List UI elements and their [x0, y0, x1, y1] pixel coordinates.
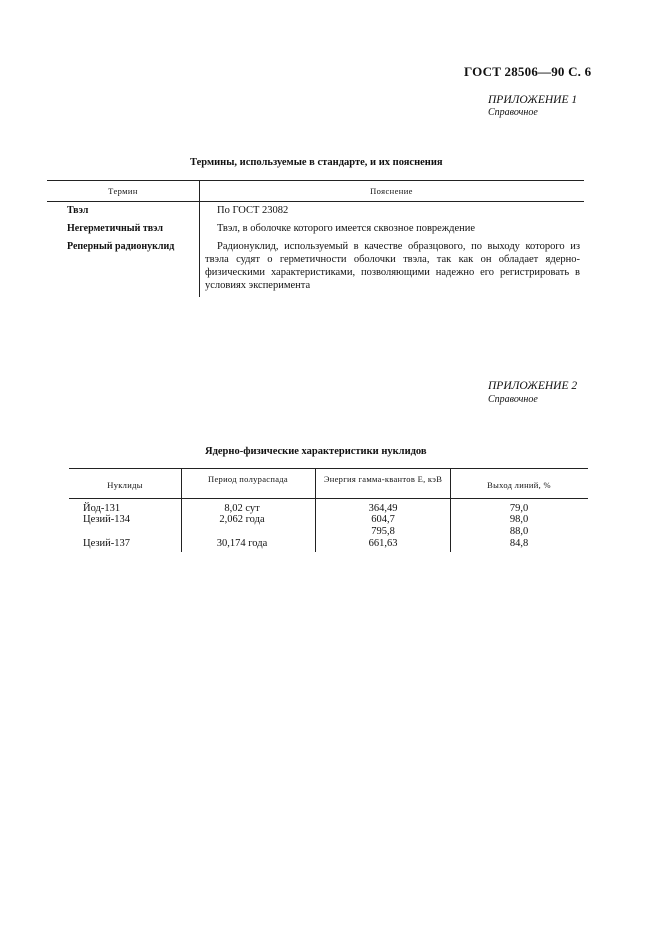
page-header-doc-ref: ГОСТ 28506—90 С. 6	[464, 64, 592, 79]
nuclides-table-caption: Ядерно-физические характеристики нуклидов	[205, 446, 427, 457]
nuclide-cell: Йод-131	[83, 503, 121, 514]
energy-cell: 364,49	[368, 503, 398, 514]
table-divider	[199, 201, 200, 297]
column-header-nuclide: Нуклиды	[107, 480, 143, 490]
appendix-2-title: ПРИЛОЖЕНИЕ 2	[488, 380, 578, 392]
column-header-explanation: Пояснение	[370, 186, 413, 196]
nuclide-cell: Цезий-137	[83, 538, 131, 549]
half-life-cell: 30,174 года	[216, 538, 268, 549]
energy-cell: 661,63	[368, 538, 398, 549]
nuclide-cell: Цезий-134	[83, 514, 131, 525]
half-life-cell: 8,02 сут	[224, 503, 260, 514]
term-cell: Реперный радионуклид	[67, 241, 175, 252]
table-rule	[69, 468, 588, 469]
explanation-text: Твэл, в оболочке которого имеется сквозное повреждение	[217, 223, 476, 234]
column-header-energy: Энергия гамма-квантов E, кэВ	[323, 474, 443, 484]
appendix-1-title: ПРИЛОЖЕНИЕ 1	[488, 94, 578, 106]
appendix-1-subtitle: Справочное	[488, 107, 538, 118]
column-header-half-life: Период полураспада	[208, 474, 288, 484]
table-divider	[315, 468, 316, 552]
yield-cell: 84,8	[509, 538, 529, 549]
explanation-text: По ГОСТ 23082	[217, 205, 289, 216]
appendix-2-subtitle: Справочное	[488, 394, 538, 405]
terms-table-caption: Термины, используемые в стандарте, и их пояснения	[190, 157, 443, 168]
energy-cell: 795,8	[371, 526, 395, 537]
explanation-cell	[205, 204, 580, 217]
explanation-cell	[205, 222, 580, 235]
column-header-yield: Выход линий, %	[487, 480, 551, 490]
explanation-text: Радионуклид, используемый в качестве образцового, по выходу которого из твэла судят о герметичности оболочки твэла, так как он обладает ядерно-физическими характеристиками, позволяющими надежно его регистрировать в условиях эксперимента	[205, 241, 580, 291]
yield-cell: 79,0	[509, 503, 529, 514]
yield-cell: 88,0	[509, 526, 529, 537]
explanation-cell	[205, 240, 580, 292]
energy-cell: 604,7	[371, 514, 395, 525]
half-life-cell: 2,062 года	[219, 514, 265, 525]
table-rule	[69, 498, 588, 499]
table-rule	[47, 180, 584, 181]
column-header-term: Термин	[108, 186, 138, 196]
table-rule	[47, 201, 584, 202]
term-cell: Твэл	[67, 205, 89, 216]
table-divider	[181, 468, 182, 552]
yield-cell: 98,0	[509, 514, 529, 525]
term-cell: Негерметичный твэл	[67, 223, 163, 234]
